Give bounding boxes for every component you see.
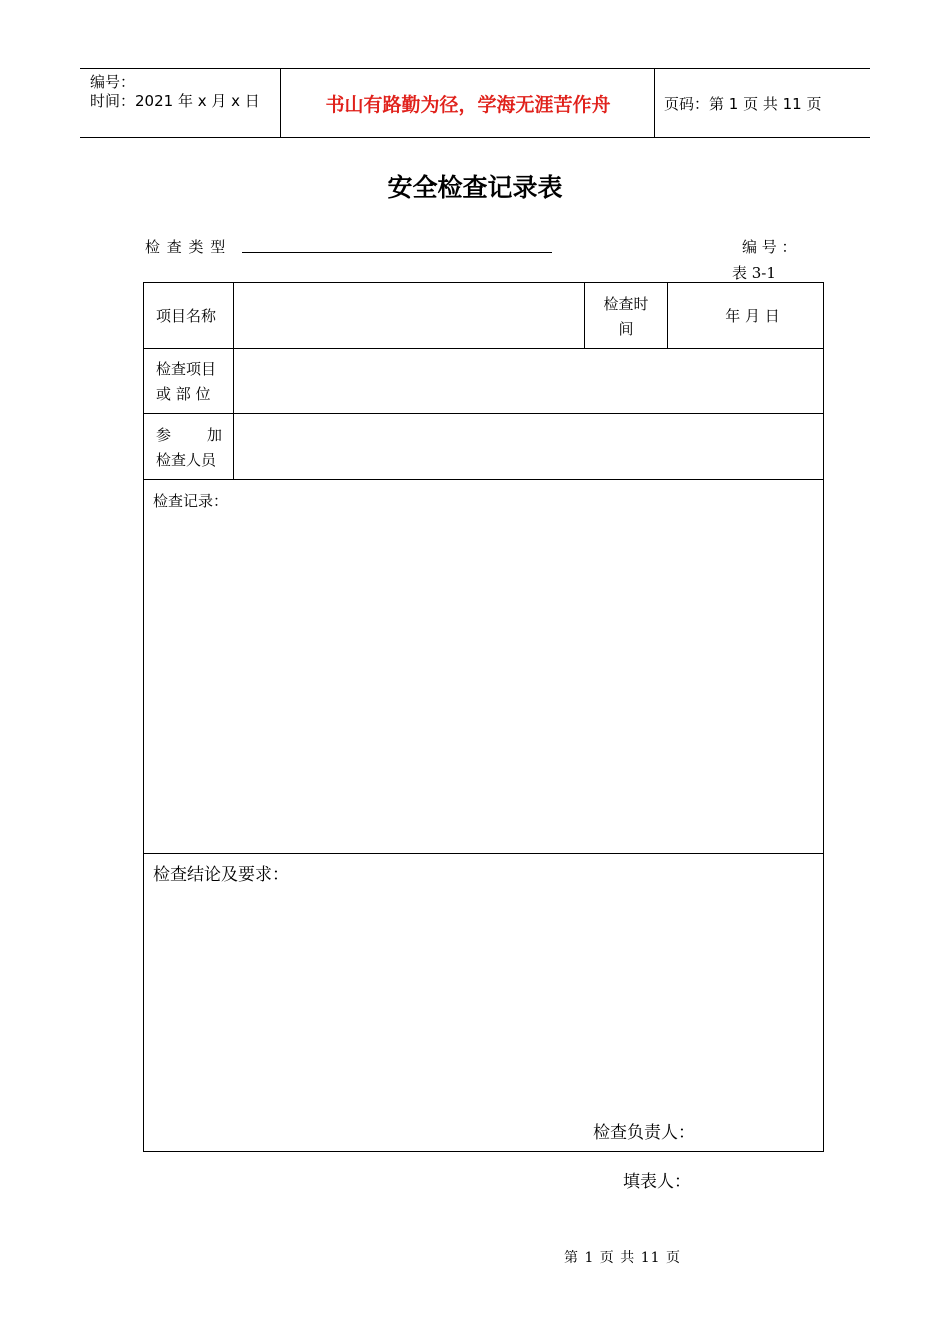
responsible-label: 检查负责人：	[593, 1123, 695, 1143]
inspection-form	[143, 282, 824, 1152]
check-date-field[interactable]: 年 月 日	[725, 307, 780, 325]
participants-field[interactable]	[234, 414, 823, 479]
page-footer: 第 1 页 共 11 页	[564, 1250, 681, 1266]
item-label	[156, 357, 223, 407]
row-divider	[144, 479, 823, 480]
project-name-label: 项目名称	[156, 307, 217, 325]
header-time-label: 时间：2021 年 x 月 x 日	[90, 92, 260, 110]
header-divider	[280, 69, 281, 137]
table-number: 表 3-1	[732, 264, 776, 282]
header-number-label: 编号：	[90, 73, 136, 91]
item-label-line1: 检查项目	[156, 360, 217, 378]
page-header	[80, 68, 870, 138]
conclusion-label: 检查结论及要求：	[153, 865, 289, 885]
record-area[interactable]	[144, 515, 823, 851]
participants-label-line1: 参 加	[156, 426, 222, 444]
item-label-line2: 或 部 位	[156, 385, 211, 403]
check-time-label	[585, 292, 667, 342]
check-time-label-line2: 间	[618, 320, 634, 338]
row-divider	[144, 853, 823, 854]
record-label: 检查记录：	[153, 492, 229, 510]
filler-label: 填表人：	[623, 1172, 691, 1192]
inspection-type-underline	[242, 252, 552, 253]
number-label: 编 号 ：	[742, 238, 797, 256]
conclusion-area[interactable]	[144, 893, 823, 1113]
header-info	[90, 73, 260, 111]
document-title: 安全检查记录表	[387, 173, 563, 202]
project-name-field[interactable]	[234, 283, 584, 348]
header-page-info: 页码：第 1 页 共 11 页	[664, 94, 822, 113]
participants-label	[156, 423, 222, 473]
header-divider	[654, 69, 655, 137]
participants-label-line2: 检查人员	[156, 451, 217, 469]
check-time-label-line1: 检查时	[603, 295, 649, 313]
item-field[interactable]	[234, 349, 823, 413]
header-motto: 书山有路勤为径，学海无涯苦作舟	[325, 93, 611, 116]
inspection-type-label: 检 查 类 型	[145, 238, 227, 256]
